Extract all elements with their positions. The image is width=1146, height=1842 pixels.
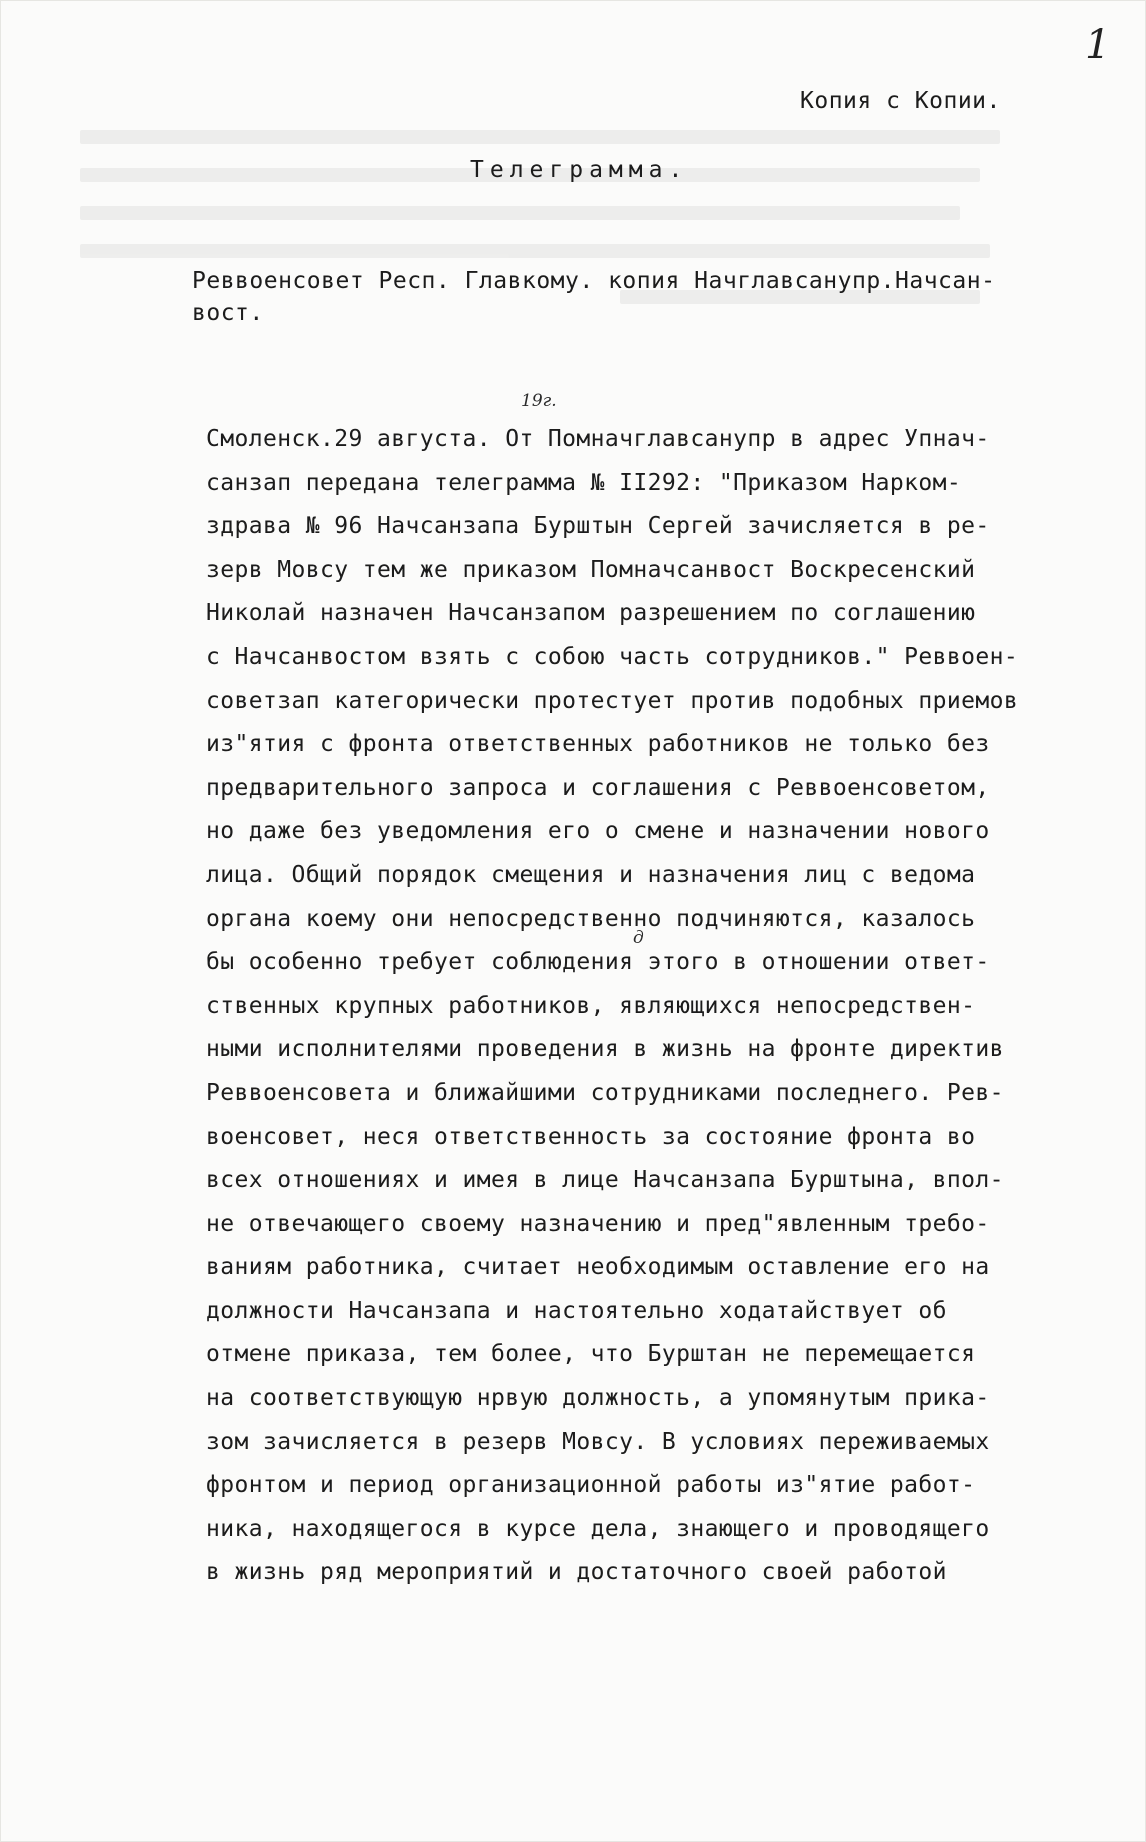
- body-line: отмене приказа, тем более, что Бурштан не перемещается: [206, 1341, 976, 1368]
- body-line: на соответствующую нрвую должность, а упомянутым прика-: [206, 1385, 990, 1412]
- body-line: всех отношениях и имея в лице Начсанзапа Бурштына, впол-: [206, 1167, 1004, 1194]
- body-line: ваниям работника, считает необходимым оставление его на: [206, 1254, 990, 1281]
- copy-mark: Копия с Копии.: [800, 88, 1001, 114]
- body-line: из"ятия с фронта ответственных работников не только без: [206, 731, 990, 758]
- body-line: предварительного запроса и соглашения с Реввоенсоветом,: [206, 774, 990, 801]
- handwritten-correction: д: [633, 928, 644, 948]
- body-line: с Начсанвостом взять с собою часть сотрудников." Реввоен-: [206, 643, 1019, 670]
- body-line: Реввоенсовета и ближайшими сотрудниками последнего. Рев-: [206, 1079, 1004, 1106]
- address-line: вост.: [192, 300, 264, 326]
- body-line: должности Начсанзапа и настоятельно ходатайствует об: [206, 1297, 947, 1324]
- body-line: зом зачисляется в резерв Мовсу. В условиях переживаемых: [206, 1428, 990, 1455]
- body-line: ственных крупных работников, являющихся непосредствен-: [206, 992, 976, 1019]
- handwritten-date-note: 19г.: [521, 391, 557, 411]
- body-line: советзап категорически протестует против подобных приемов: [206, 687, 1019, 714]
- body-line: в жизнь ряд мероприятий и достаточного своей работой: [206, 1559, 947, 1586]
- page-number: 1: [1085, 22, 1111, 68]
- body-line: органа коему они непосредственно подчиняются, казалось: [206, 905, 976, 932]
- body-line: лица. Общий порядок смещения и назначения лиц с ведома: [206, 861, 976, 888]
- body-line: но даже без уведомления его о смене и назначении нового: [206, 818, 990, 845]
- document-title: Телеграмма.: [470, 157, 689, 183]
- body-line: фронтом и период организационной работы из"ятие работ-: [206, 1472, 976, 1499]
- body-line: военсовет, неся ответственность за состояние фронта во: [206, 1123, 976, 1150]
- body-line: Николай назначен Начсанзапом разрешением по соглашению: [206, 600, 976, 627]
- body-line: здрава № 96 Начсанзапа Бурштын Сергей зачисляется в ре-: [206, 513, 990, 540]
- body-line: бы особенно требует соблюдения этого в отношении ответ-: [206, 949, 990, 976]
- telegram-body: [206, 418, 1106, 1595]
- address-line: Реввоенсовет Респ. Главкому. копия Начглавсанупр.Начсан-: [192, 268, 996, 294]
- body-line: ными исполнителями проведения в жизнь на фронте директив: [206, 1036, 1004, 1063]
- body-line: зерв Мовсу тем же приказом Помначсанвост Воскресенский: [206, 556, 976, 583]
- body-line: не отвечающего своему назначению и пред"явленным требо-: [206, 1210, 990, 1237]
- body-line: Смоленск.29 августа. От Помначглавсанупр в адрес Упнач-: [206, 426, 990, 452]
- body-line: санзап передана телеграмма № II292: "Приказом Нарком-: [206, 469, 962, 496]
- body-line: ника, находящегося в курсе дела, знающего и проводящего: [206, 1515, 990, 1542]
